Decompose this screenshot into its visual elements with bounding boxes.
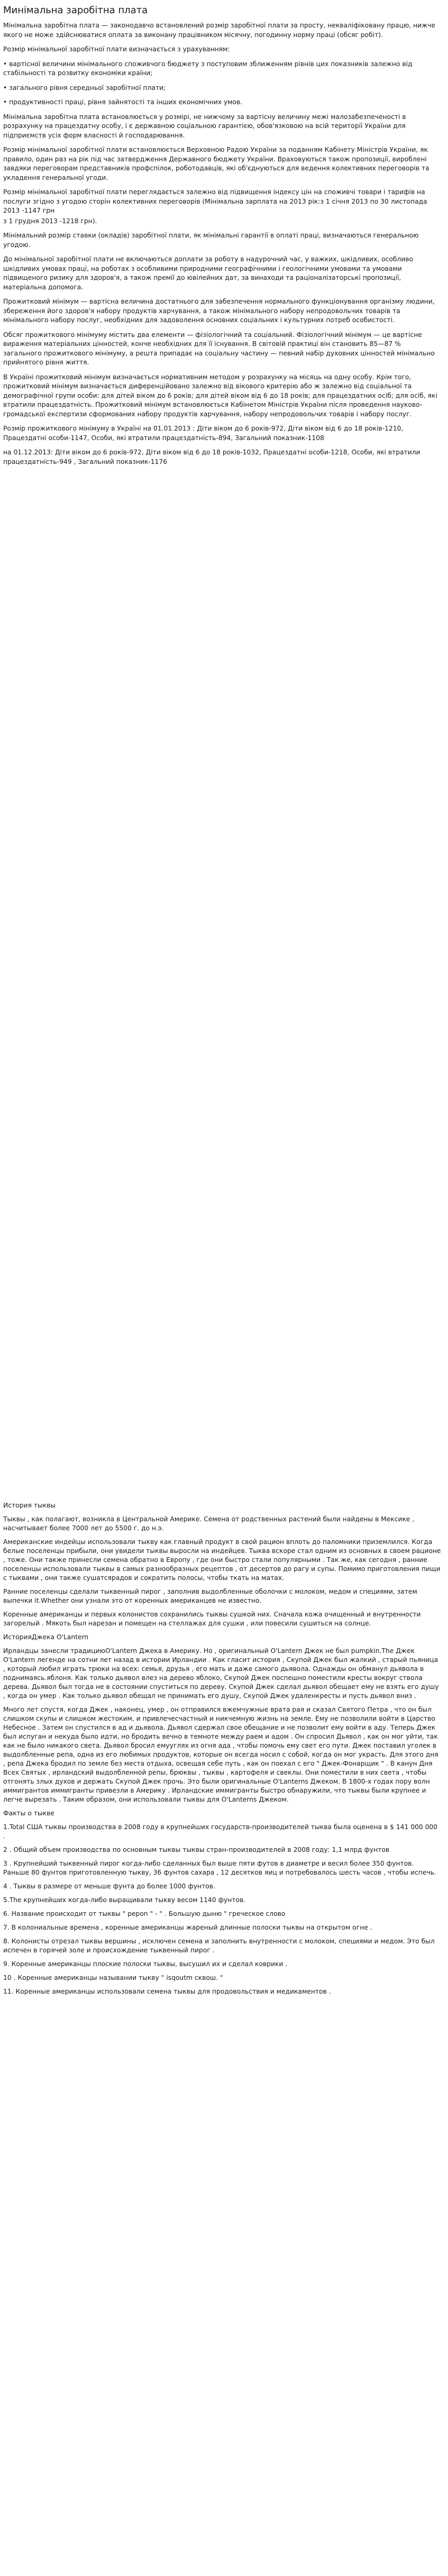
section-heading: Факты о тыкве — [3, 1810, 54, 1817]
paragraph: Много лет спустя, когда Джек , наконец, умер , он отправился вжемчужные врата рая и сказал Святого Петра , что он был слишком скупы и слишком жестоким, и привлечесчастный и никчемную жизнь на земле. Ему не позволили войти в Царство Небесное . Затем он спустился в ад и дьявола. Дьявол сдержал свое обещание и не позволит ему войти в аду. Теперь Джек был испуган и некуда было идти, но бродить вечно в темноте между раем и адом . Он спросил Дьявол , как он мог уйти, так как не было никакого света. Дьявол бросил емууглях из огня ада , чтобы помочь ему свет его пути. Джек поставил уголек в выдолбленные репа, одна из его любимых продуктов, которые он всегда носил с собой, когда он мог украсть. Для этого дня , репа Джека бродил по земле без места отдыха, освещая себе путь , как он поехал с его " Джек-Фонарщик " . В канун Дня Всех Святых , ирландский выдолбленной репы, брюквы , тыквы , картофеля и свеклы. Они поместили в них света , чтобы отгонять злых духов и держать Скупой Джек прочь. Это были оригинальные O'Lanterns Джеком. В 1800-х годах пору волн иммигрантов иммигранты привезли в Америку . Ирландские иммигранты быстро обнаружили, что тыквы были крупнее и легче вырезать . Таким образом, они использовали тыквы для O'Lanterns Джеком. — [3, 1706, 438, 1803]
paragraph: Мінімальна заробітна плата — законодавчо встановлений розмір заробітної плати за просту, некваліфіковану працю, нижче якого не може здійснюватися оплата за виконану працівником місячну, погодинну норму праці (обсяг робіт). — [3, 22, 436, 39]
paragraph: Розмір прожиткового мінімуму в Україні на 01.01.2013 : Діти віком до 6 років-972, Діти віком від 6 до 18 років-1210, Працездатні особи-1147, Особи, які втратили працездатність-894, Загальний показник-1108 — [3, 425, 404, 442]
paragraph: Розмір мінімальної заробітної плати встановлюється Верховною Радою України за поданням Кабінету Міністрів України, як правило, один раз на рік під час затвердження Державного бюджету України. Враховуються також пропозиції, вироблені завдяки переговорам представників профспілок, роботодавців, які об'єднуються для ведення колективних переговорів та укладення генеральної угоди. — [3, 146, 429, 181]
fact-item: 8. Колонисты отрезал тыквы вершины , исключен семена и заполнить внутренности с молоком, специями и медом. Это был испечен в горячей золе и происхождение тыквенный пирог . — [3, 1938, 435, 1954]
fact-item: 1.Total США тыквы производства в 2008 году в крупнейших государств-производителей тыква была оценена в $ 141 000 000 . — [3, 1823, 438, 1840]
paragraph: Мінімальна заробітна плата встановлюється у розмірі, не нижчому за вартісну величину межі малозабезпеченості в розрахунку на працездатну особу, і є державною соціальною гарантією, обов'язковою на всій території України для підприємств усіх форм власності й господарювання. — [3, 113, 406, 139]
paragraph: Розмір мінімальної заробітної плати переглядається залежно від підвищення індексу цін на споживчі товари і тарифів на послуги згідно з угодою сторін колективних переговорів (Мінімальна зарплата на 2013 рік:з 1 січня 2013 по 30 листопада 2013 -1147 грн — [3, 188, 427, 214]
paragraph: Прожитковий мінімум — вартісна величина достатнього для забезпечення нормального функціонування організму людини, збереження його здоров'я набору продуктів харчування, а також мінімального набору непродовольчих товарів та мінімального набору послуг, необхідних для задоволення основних соціальних і культурних потреб особистості. — [3, 298, 435, 324]
fact-item: 9. Коренные американцы плоские полоски тыквы, высушил их и сделал коврики . — [3, 1960, 288, 1968]
paragraph: До мінімальної заробітної плати не включаються доплати за роботу в надурочний час, у важких, шкідливих, особливо шкідливих умовах праці, на роботах з особливими природними географічними і геологічними умовами та умовами підвищеного ризику для здоров'я, а також премії до ювілейних дат, за винаходи та раціоналізаторські пропозиції, матеріальна допомога. — [3, 255, 414, 291]
article-pumpkin — [3, 1501, 441, 2001]
paragraph: Розмір мінімальної заробітної плати визначається з урахуванням: — [3, 45, 230, 53]
paragraph: В Україні прожитковий мінімум визначається нормативним методом у розрахунку на місяць на одну особу. Крім того, прожитковий мінімум визначається диференційовано залежно від вікового критерію або ж залежно від соціальної та демографічної групи особи: для дітей віком до 6 років; для дітей віком від 6 до 18 років; для працездатних осіб; для осіб, які втратили працездатність. Прожитковий мінімум встановлюється Кабінетом Міністрів України після проведення науково-громадської експертизи сформованих набору продуктів харчування, набору непродовольчих товарів і набору послуг. — [3, 373, 437, 418]
paragraph: на 01.12.2013: Діти віком до 6 років-972, Діти віком від 6 до 18 років-1032, Працездатні особи-1218, Особи, які втратили працездатність-949 , Загальний показник-1176 — [3, 449, 420, 465]
fact-item: 2 . Общий объем производства по основным тыквы тыквы стран-производителей в 2008 году: 1,1 млрд фунтов — [3, 1846, 390, 1853]
list-item: • продуктивності праці, рівня зайнятості та інших економічних умов. — [3, 98, 243, 106]
article-minimum-wage — [3, 4, 441, 472]
fact-item: 5.The крупнейших когда-либо выращивали тыкву весом 1140 фунтов. — [3, 1896, 246, 1904]
paragraph: Ирландцы занесли традициюO'Lantern Джека в Америку. Но , оригинальный O'Lantern Джек не был pumpkin.The Джек O'Lantern легенде на сотни лет назад в истории Ирландии . Как гласит история , Скупой Джек был жалкий , старый пьяница , который любил играть трюки на всех: семья, друзья , его мать и даже самого дьявола. Однажды он обманул дьявола в поднимаясь.яблоня. Как только дьявол влез на дерево яблоко, Скупой Джек поспешно поместили кресты вокруг ствола дерева. Дьявол был тогда не в состоянии спуститься по дереву. Скупой Джек сделал дьявол обещает ему не взять его душу , когда он умер . Как только дьявол обещал не принимать его душу, Скупой Джек удаленкресты и пусть дьявол вниз . — [3, 1647, 439, 1700]
paragraph: Мінімальний розмір ставки (окладів) заробітної плати, як мінімальні гарантії в оплаті праці, визначаються генеральною угодою. — [3, 232, 419, 249]
paragraph: Тыквы , как полагают, возникла в Центральной Америке. Семена от родственных растений были найдены в Мексике , насчитывает более 7000 лет до 5500 г. до н.э. — [3, 1515, 415, 1532]
list-item: • загального рівня середньої заробітної плати; — [3, 84, 166, 92]
paragraph: Обсяг прожиткового мінімуму містить два елементи — фізіологічний та соціальний. Фізіологічний мінімум — це вартісне вираження матеріальних цінностей, конче необхідних для її існування. В світовій практиці він становить 85—87 % загального прожиткового мінімуму, а решта припадає на соціальну частину — певний набір духовних цінностей мінімально прийнятого рівня життя. — [3, 331, 435, 366]
paragraph: Ранние поселенцы сделали тыквенный пирог , заполнив выдолбленные оболочки с молоком, медом и специями, затем выпечки it.Whether они узнали это от коренных американцев не известно. — [3, 1588, 417, 1604]
fact-item: 7. В колониальные времена , коренные американцы жареный длинные полоски тыквы на открытом огне . — [3, 1924, 372, 1931]
fact-item: 11. Коренные американцы использовали семена тыквы для продовольствия и медикаментов . — [3, 1988, 331, 1995]
page-title: Минімальна заробітна плата — [3, 5, 148, 16]
fact-item: 10 . Коренные американцы назывании тыкву " isqoutm сквош. " — [3, 1974, 223, 1981]
paragraph: Американские индейцы использовали тыкву как главный продукт в свой рацион вплоть до паломники приземлился. Когда белые поселенцы прибыли, они увидели тыквы выросли на индейцев. Тыква вскоре стал одним из основных в своем рационе , тоже. Они также принесли семена обратно в Европу , где они быстро стали популярными . Так же, как сегодня , ранние поселенцы использовали тыквы в самых разнообразных рецептов , от десертов до рагу и супы. Помимо приготовления пищи с тыквами , они также сушатсярадов и сократить полосы, чтобы ткать на матах. — [3, 1538, 441, 1582]
fact-item: 4 . Тыквы в размере от меньше фунта до более 1000 фунтов. — [3, 1883, 215, 1890]
fact-item: 3 . Крупнейший тыквенный пирог когда-либо сделанных был выше пяти футов в диаметре и весил более 350 фунтов. Раньше 80 фунтов приготовленную тыкву, 36 фунтов сахара , 12 десятков яиц и потребовалось шесть часов , чтобы испечь. — [3, 1860, 436, 1876]
list-item: • вартісної величини мінімального споживчого бюджету з поступовим зближенням рівнів цих показників залежно від стабільності та розвитку економіки країни; — [3, 60, 413, 77]
paragraph: Коренные американцы и первых колонистов сохранились тыквы сушкой них. Сначала кожа очищенный и внутренности загорелый . Мякоть был нарезан и помещен на стеллажах для сушки , или повесили сушиться на солнце. — [3, 1611, 421, 1627]
section-heading: История тыквы — [3, 1502, 56, 1509]
section-heading: ИсторияДжека O'Lantern — [3, 1633, 89, 1641]
fact-item: 6. Название происходит от тыквы " pepon " - " . Большую дыню " греческое слово — [3, 1910, 286, 1917]
paragraph: з 1 грудня 2013 -1218 грн). — [3, 217, 97, 225]
